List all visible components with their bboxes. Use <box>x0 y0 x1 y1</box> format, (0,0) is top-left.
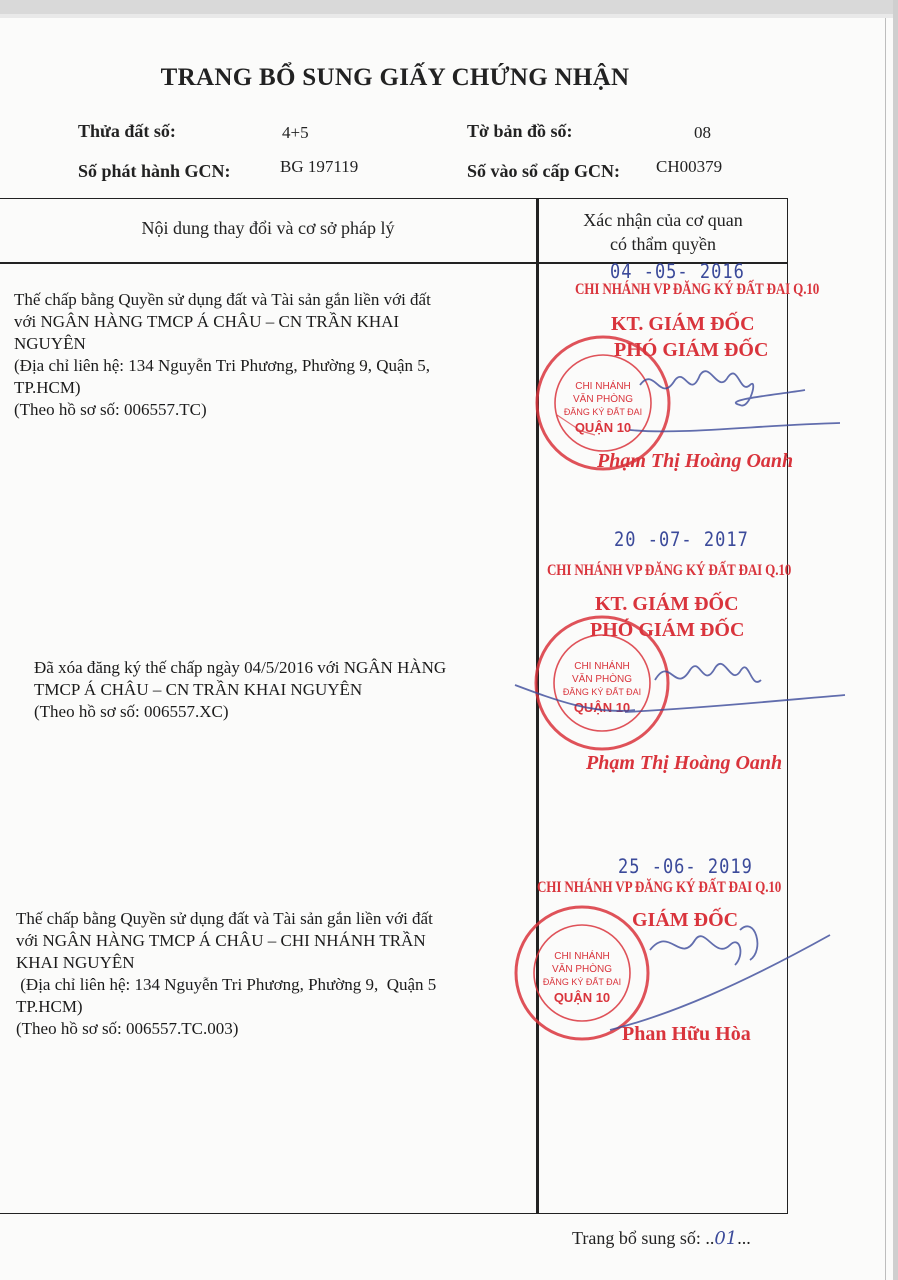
seal-line2: VĂN PHÒNG <box>551 964 613 975</box>
stamp-date: 20 -07- 2017 <box>614 528 749 552</box>
register-number-label: Số vào sổ cấp GCN: <box>467 161 621 181</box>
column-header-confirmation-line1: Xác nhận của cơ quan <box>583 210 743 230</box>
entry-line: (Địa chỉ liên hệ: 134 Nguyễn Tri Phương, Phường 9, Quận 5, <box>14 356 431 375</box>
signer-name: Phan Hữu Hòa <box>622 1023 751 1045</box>
entry-line: Đã xóa đăng ký thế chấp ngày 04/5/2016 với NGÂN HÀNG <box>34 658 447 677</box>
entry-line: TMCP Á CHÂU – CN TRẦN KHAI NGUYÊN <box>34 680 363 699</box>
stamp-office: CHI NHÁNH VP ĐĂNG KÝ ĐẤT ĐAI Q.10 <box>575 281 820 298</box>
scan-right-line <box>885 18 886 1280</box>
stamp-office: CHI NHÁNH VP ĐĂNG KÝ ĐẤT ĐAI Q.10 <box>547 562 792 579</box>
entry-line: (Theo hồ sơ số: 006557.TC) <box>14 400 207 419</box>
stamp-date: 04 -05- 2016 <box>610 260 745 284</box>
seal-line4: QUẬN 10 <box>553 990 611 1005</box>
entry-line: TP.HCM) <box>16 997 83 1016</box>
stamp-role-subtitle: PHÓ GIÁM ĐỐC <box>590 619 745 641</box>
stamp-date: 25 -06- 2019 <box>618 855 753 879</box>
signer-name: Phạm Thị Hoàng Oanh <box>597 450 794 472</box>
signer-name: Phạm Thị Hoàng Oanh <box>586 752 783 774</box>
parcel-label: Thửa đất số: <box>78 121 176 141</box>
stamp-role-title: GIÁM ĐỐC <box>632 909 739 931</box>
entry-line: Thế chấp bằng Quyền sử dụng đất và Tài sản gắn liền với đất <box>14 290 431 309</box>
entry-3-content <box>16 908 436 1040</box>
map-sheet-value: 08 <box>694 123 711 142</box>
entry-1-content <box>14 289 431 421</box>
issue-number-label: Số phát hành GCN: <box>78 161 231 181</box>
entry-line: NGUYÊN <box>14 334 86 353</box>
entry-line: (Địa chỉ liên hệ: 134 Nguyễn Tri Phương, Phường 9, Quận 5 <box>16 975 437 994</box>
map-sheet-label: Tờ bản đồ số: <box>467 121 573 141</box>
signature <box>600 355 850 450</box>
supplement-page-number <box>572 1228 751 1249</box>
seal-line3: ĐĂNG KÝ ĐẤT ĐAI <box>542 977 622 987</box>
stamp-role-title: KT. GIÁM ĐỐC <box>611 313 755 335</box>
footer-label: Trang bổ sung số: <box>572 1228 701 1248</box>
seal-line4: QUẬN 10 <box>574 420 632 435</box>
entry-line: Thế chấp bằng Quyền sử dụng đất và Tài sản gắn liền với đất <box>16 909 433 928</box>
column-header-confirmation-line2: có thẩm quyền <box>610 234 716 254</box>
seal-line3: ĐĂNG KÝ ĐẤT ĐAI <box>563 407 643 417</box>
parcel-value: 4+5 <box>282 123 309 142</box>
footer-dots: .. <box>705 1228 715 1248</box>
issue-number-value: BG 197119 <box>280 157 359 176</box>
scan-top-border <box>0 0 898 14</box>
scan-top-shadow <box>0 14 898 18</box>
entry-line: KHAI NGUYÊN <box>16 953 135 972</box>
entry-2-content <box>34 657 446 723</box>
seal-line2: VĂN PHÒNG <box>571 674 633 685</box>
stamp-office: CHI NHÁNH VP ĐĂNG KÝ ĐẤT ĐAI Q.10 <box>537 879 782 896</box>
entry-line: với NGÂN HÀNG TMCP Á CHÂU – CN TRẦN KHAI <box>14 312 400 331</box>
entry-line: với NGÂN HÀNG TMCP Á CHÂU – CHI NHÁNH TRẦN <box>16 931 426 950</box>
stamp-role-title: KT. GIÁM ĐỐC <box>595 593 739 615</box>
seal-line2: VĂN PHÒNG <box>572 394 634 405</box>
footer-page-value: 01 <box>714 1228 738 1249</box>
column-header-content: Nội dung thay đổi và cơ sở pháp lý <box>141 218 395 238</box>
stamp-role-subtitle: PHÓ GIÁM ĐỐC <box>614 339 769 361</box>
scan-right-border <box>893 0 898 1280</box>
signature <box>505 640 850 730</box>
entry-line: TP.HCM) <box>14 378 81 397</box>
footer-dots: ... <box>737 1228 751 1248</box>
register-number-value: CH00379 <box>656 157 723 176</box>
seal-line1: CHI NHÁNH <box>574 661 630 672</box>
entry-line: (Theo hồ sơ số: 006557.TC.003) <box>16 1019 239 1038</box>
entry-line: (Theo hồ sơ số: 006557.XC) <box>34 702 229 721</box>
column-header-confirmation <box>540 208 786 256</box>
seal-line3: ĐĂNG KÝ ĐẤT ĐAI <box>562 687 642 697</box>
seal-line1: CHI NHÁNH <box>554 951 610 962</box>
seal-line4: QUẬN 10 <box>573 700 631 715</box>
signature <box>590 905 840 1035</box>
seal-line1: CHI NHÁNH <box>575 381 631 392</box>
page-title: TRANG BỔ SUNG GIẤY CHỨNG NHẬN <box>160 64 630 91</box>
